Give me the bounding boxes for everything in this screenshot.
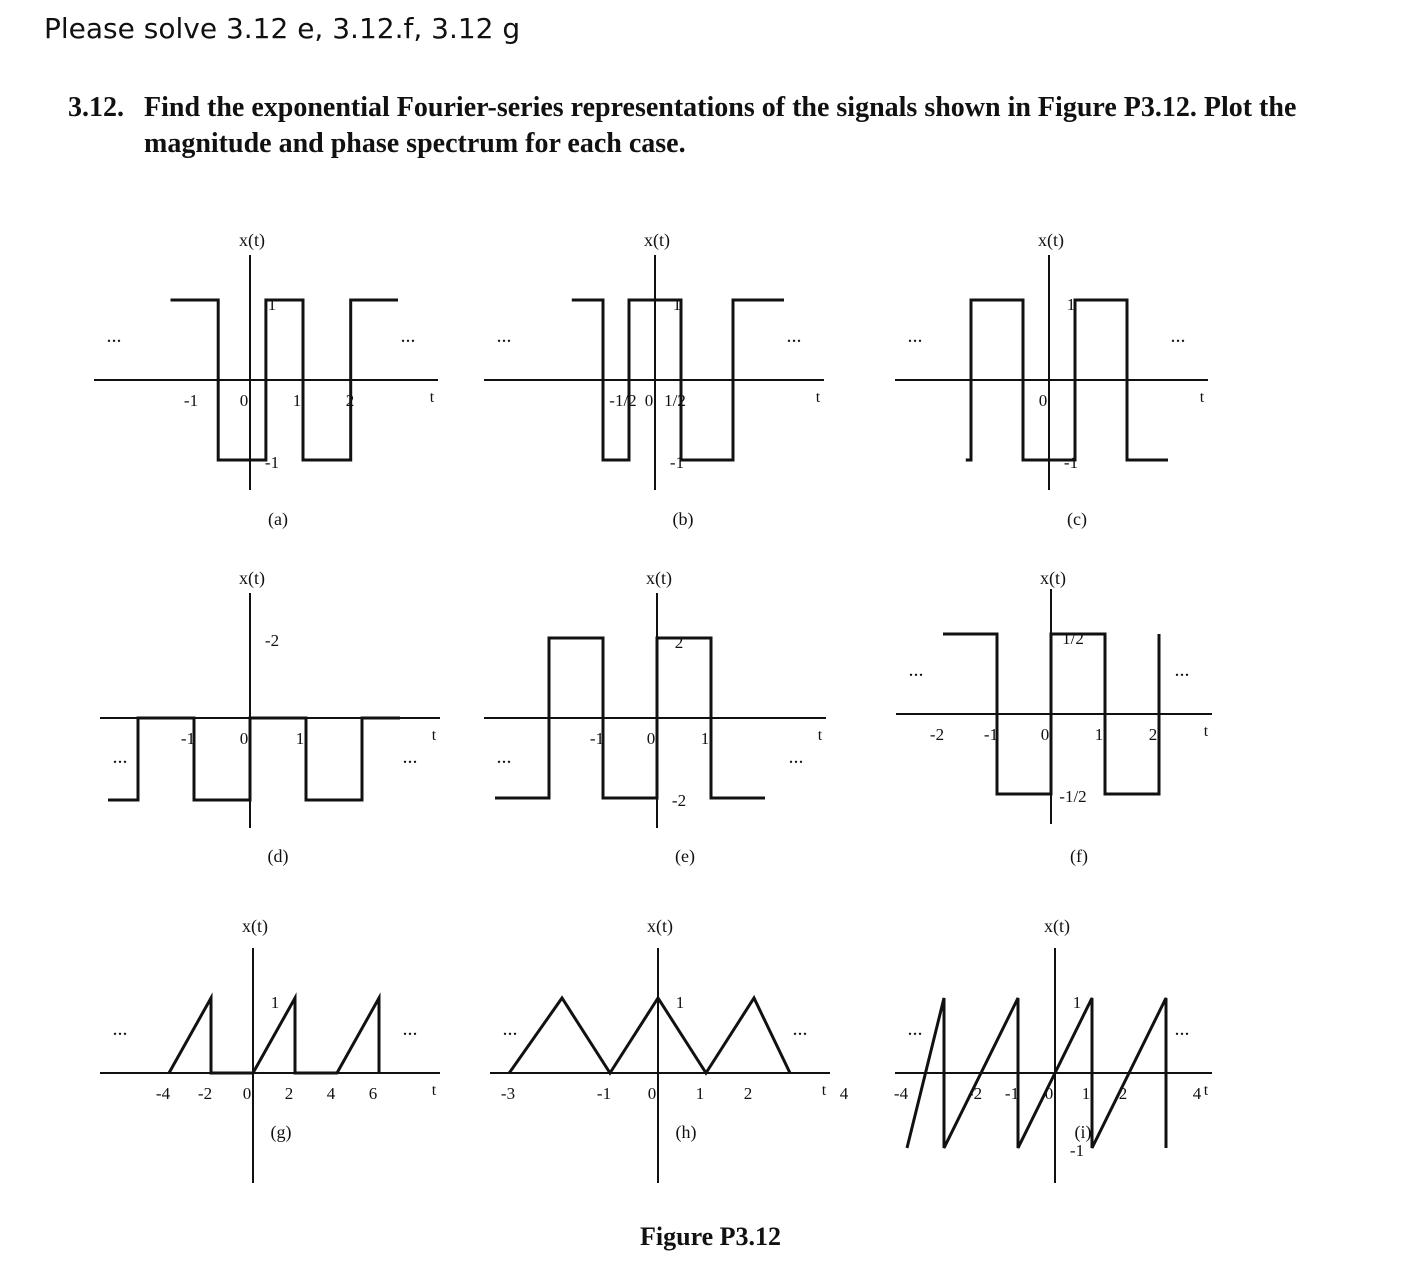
panel-h-tick-4: 2 xyxy=(743,1084,753,1103)
panel-f-tick-1: -1 xyxy=(983,725,999,744)
panel-e-tick-2: 1 xyxy=(700,729,710,748)
panel-b-right-ellipsis: ... xyxy=(786,325,802,347)
panel-d-tick-0: -1 xyxy=(180,729,196,748)
panel-a-tick-0: -1 xyxy=(183,391,199,410)
panel-e-level-1: -2 xyxy=(671,791,687,810)
problem-number: 3.12. xyxy=(68,92,124,123)
panel-c-left-ellipsis: ... xyxy=(907,325,923,347)
panel-h-right-ellipsis: ... xyxy=(792,1018,808,1040)
panel-a-caption: (a) xyxy=(268,509,288,529)
panel-b-level-0: 1 xyxy=(672,295,682,314)
panel-d-caption: (d) xyxy=(267,846,289,866)
panel-f-tick-3: 1 xyxy=(1094,725,1104,744)
panel-d-ylabel: x(t) xyxy=(239,568,265,588)
panel-h-left-ellipsis: ... xyxy=(502,1018,518,1040)
panel-g-tick-5: 6 xyxy=(368,1084,378,1103)
panel-b-tick-0: -1/2 xyxy=(609,391,637,410)
panel-f-tick-0: -2 xyxy=(929,725,945,744)
panel-d-tick-1: 0 xyxy=(239,729,249,748)
panel-g-ylabel: x(t) xyxy=(242,916,268,936)
panel-g-tick-0: -4 xyxy=(155,1084,171,1103)
panel-g-tick-3: 2 xyxy=(284,1084,294,1103)
panel-h-tick-1: -1 xyxy=(596,1084,612,1103)
panel-e-left-ellipsis: ... xyxy=(496,746,512,768)
panel-f-tlabel: t xyxy=(1203,723,1209,740)
panel-d-left-ellipsis: ... xyxy=(112,746,128,768)
panel-d-tlabel: t xyxy=(431,727,437,744)
panel-h-waveform xyxy=(509,998,790,1073)
panel-h-level-0: 1 xyxy=(675,993,685,1012)
panel-b-tick-1: 0 xyxy=(644,391,654,410)
request-note: Please solve 3.12 e, 3.12.f, 3.12 g xyxy=(44,12,521,45)
panel-g-tick-1: -2 xyxy=(197,1084,213,1103)
panel-a-left-ellipsis: ... xyxy=(106,325,122,347)
panel-i-ylabel: x(t) xyxy=(1044,916,1070,936)
panel-g-level-0: 1 xyxy=(270,993,280,1012)
panel-g-tick-2: 0 xyxy=(242,1084,252,1103)
panel-i-level-1: -1 xyxy=(1069,1141,1085,1160)
panel-g-left-ellipsis: ... xyxy=(112,1018,128,1040)
figure-caption: Figure P3.12 xyxy=(640,1222,782,1251)
panel-f-left-ellipsis: ... xyxy=(908,659,924,681)
panel-f-tick-4: 2 xyxy=(1148,725,1158,744)
panel-e-right-ellipsis: ... xyxy=(788,746,804,768)
panel-d-level-0: -2 xyxy=(264,631,280,650)
panel-i-tick-1: -2 xyxy=(967,1084,983,1103)
panel-e-tick-1: 0 xyxy=(646,729,656,748)
panel-e-tlabel: t xyxy=(817,727,823,744)
panel-a-ylabel: x(t) xyxy=(239,230,265,250)
panel-h-ylabel: x(t) xyxy=(647,916,673,936)
panel-c-right-ellipsis: ... xyxy=(1170,325,1186,347)
panel-h-tick-2: 0 xyxy=(647,1084,657,1103)
panel-e-ylabel: x(t) xyxy=(646,568,672,588)
panel-i-caption: (i) xyxy=(1074,1122,1092,1142)
panel-a-right-ellipsis: ... xyxy=(400,325,416,347)
panel-e-tick-0: -1 xyxy=(589,729,605,748)
panel-g-right-ellipsis: ... xyxy=(402,1018,418,1040)
panel-f-tick-2: 0 xyxy=(1040,725,1050,744)
panel-h-tick-0: -3 xyxy=(500,1084,516,1103)
panel-c-level-0: 1 xyxy=(1066,295,1076,314)
panel-i-right-ellipsis: ... xyxy=(1174,1018,1190,1040)
panel-i-tick-6: 4 xyxy=(1192,1084,1202,1103)
panel-g-caption: (g) xyxy=(270,1122,292,1142)
panel-a-level-0: 1 xyxy=(267,295,277,314)
panel-c-caption: (c) xyxy=(1067,509,1087,529)
panel-e-caption: (e) xyxy=(675,846,695,866)
panel-i-tick-0: -4 xyxy=(893,1084,909,1103)
panel-c-tlabel: t xyxy=(1199,389,1205,406)
panel-i-tick-2: -1 xyxy=(1004,1084,1020,1103)
panel-h-tick-3: 1 xyxy=(695,1084,705,1103)
panel-b-caption: (b) xyxy=(672,509,694,529)
panel-d-tick-2: 1 xyxy=(295,729,305,748)
panel-c-level-1: -1 xyxy=(1063,453,1079,472)
panel-b-left-ellipsis: ... xyxy=(496,325,512,347)
panel-a-tick-1: 0 xyxy=(239,391,249,410)
panel-d-right-ellipsis: ... xyxy=(402,746,418,768)
panel-a-tlabel: t xyxy=(429,389,435,406)
panel-b-tick-2: 1/2 xyxy=(664,391,686,410)
panel-g-tlabel: t xyxy=(431,1082,437,1099)
panel-g-tick-4: 4 xyxy=(326,1084,336,1103)
panel-a-level-1: -1 xyxy=(264,453,280,472)
panel-b-ylabel: x(t) xyxy=(644,230,670,250)
panel-d-waveform xyxy=(108,718,400,800)
panel-b-tlabel: t xyxy=(815,389,821,406)
panel-f-right-ellipsis: ... xyxy=(1174,659,1190,681)
panel-h-tick-5: 4 xyxy=(839,1084,849,1103)
panel-a-tick-2: 1 xyxy=(292,391,302,410)
panel-i-left-ellipsis: ... xyxy=(907,1018,923,1040)
panel-h-caption: (h) xyxy=(675,1122,697,1142)
panel-f-caption: (f) xyxy=(1070,846,1088,866)
panel-f-level-1: -1/2 xyxy=(1059,787,1087,806)
panel-f-level-0: 1/2 xyxy=(1062,629,1084,648)
panel-c-tick-0: 0 xyxy=(1038,391,1048,410)
panel-e-level-0: 2 xyxy=(674,633,684,652)
panel-c-ylabel: x(t) xyxy=(1038,230,1064,250)
panel-i-tick-4: 1 xyxy=(1081,1084,1091,1103)
panel-i-tick-5: 2 xyxy=(1118,1084,1128,1103)
panel-i-tick-3: 0 xyxy=(1044,1084,1054,1103)
panel-i-tlabel: t xyxy=(1203,1082,1209,1099)
panel-b-level-1: -1 xyxy=(669,453,685,472)
panel-h-tlabel: t xyxy=(821,1082,827,1099)
panel-i-level-0: 1 xyxy=(1072,993,1082,1012)
panel-a-tick-3: 2 xyxy=(345,391,355,410)
problem-text: Find the exponential Fourier-series representations of the signals shown in Figure P3.12. Plot the magnitude and phase spectrum for each case. xyxy=(144,92,1297,159)
panel-f-ylabel: x(t) xyxy=(1040,568,1066,588)
